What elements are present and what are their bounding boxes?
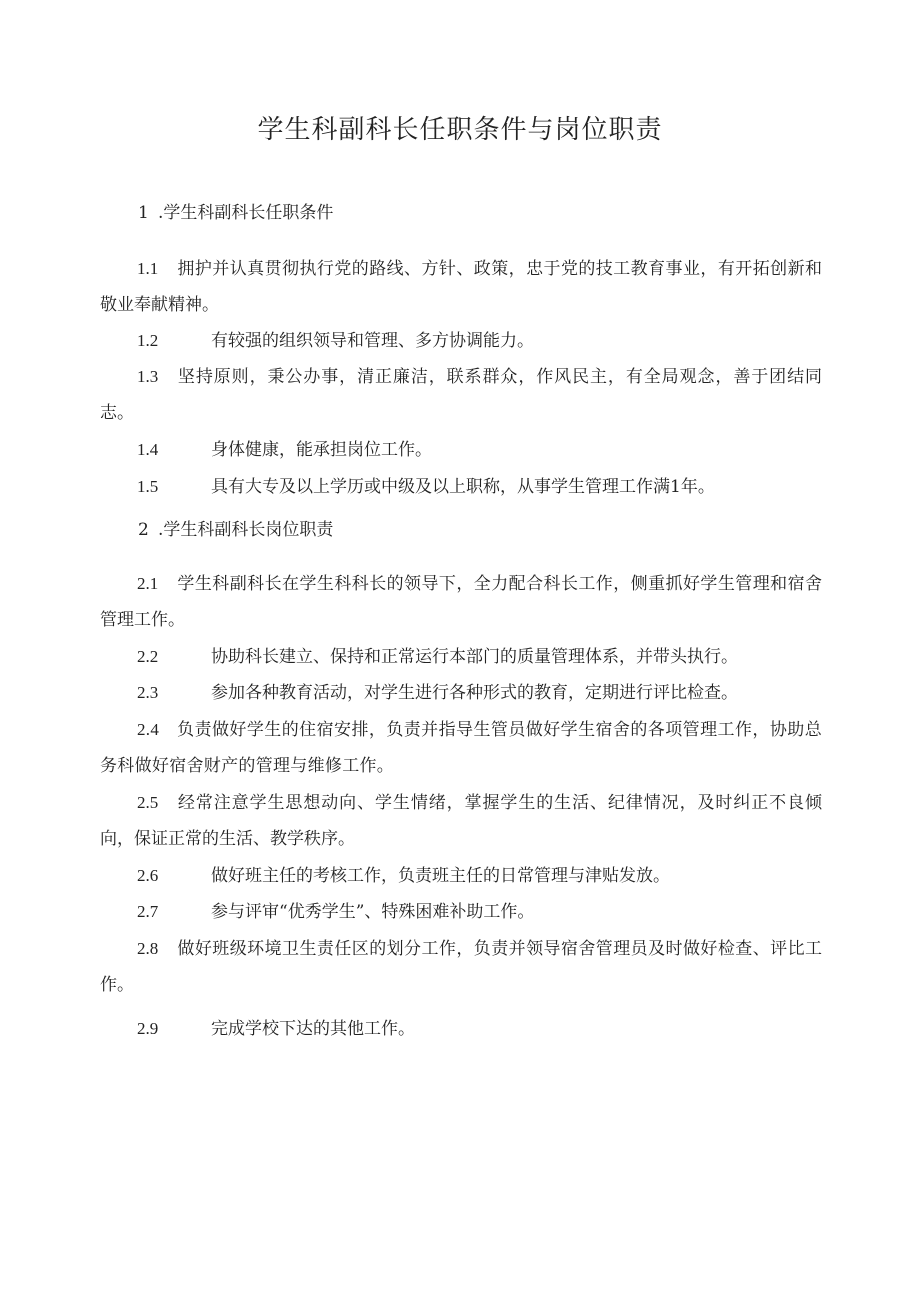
item-text: 参加各种教育活动，对学生进行各种形式的教育，定期进行评比检查。: [211, 683, 738, 703]
item-text: 坚持原则，秉公办事，清正廉洁，联系群众，作风民主，有全局观念，善于团结同志。: [100, 367, 822, 423]
item-number: 2.2: [137, 647, 159, 666]
item-text: 完成学校下达的其他工作。: [211, 1019, 415, 1039]
section-heading-text: .学生科副科长岗位职责: [158, 520, 334, 540]
list-item-1-2: [100, 323, 822, 359]
section-number: 2: [138, 520, 149, 540]
section-heading-2: [138, 518, 333, 542]
item-text: 负责做好学生的住宿安排，负责并指导生管员做好学生宿舍的各项管理工作，协助总务科做好宿舍财产的管理与维修工作。: [100, 720, 822, 776]
item-number: 1.5: [137, 477, 159, 496]
list-item-1-4: [100, 432, 822, 468]
section-heading-1: [138, 201, 333, 225]
item-number: 2.3: [137, 683, 159, 702]
item-number: 1.3: [137, 367, 159, 386]
item-number: 1.4: [137, 440, 159, 459]
document-title: 学生科副科长任职条件与岗位职责: [257, 115, 663, 145]
item-text: 做好班主任的考核工作，负责班主任的日常管理与津贴发放。: [211, 866, 670, 886]
item-number: 2.4: [137, 720, 160, 739]
item-number: 1.1: [137, 259, 159, 278]
item-number: 2.7: [137, 902, 159, 921]
list-item-2-7: [100, 894, 822, 930]
item-number: 2.8: [137, 939, 159, 958]
list-item-1-5: [100, 469, 822, 505]
item-number: 2.1: [137, 574, 159, 593]
item-text: 做好班级环境卫生责任区的划分工作，负责并领导宿舍管理员及时做好检查、评比工作。: [100, 939, 822, 995]
list-item-2-1: [100, 566, 822, 638]
item-text: 有较强的组织领导和管理、多方协调能力。: [211, 331, 534, 351]
list-item-2-8: [100, 931, 822, 1003]
list-item-1-1: [100, 251, 822, 323]
item-text: 经常注意学生思想动向、学生情绪，掌握学生的生活、纪律情况，及时纠正不良倾向，保证正常的生活、教学秩序。: [100, 793, 822, 849]
item-text: 具有大专及以上学历或中级及以上职称，从事学生管理工作满1年。: [211, 477, 715, 497]
list-item-2-2: [100, 639, 822, 675]
list-item-2-9: [100, 1011, 822, 1047]
item-number: 2.5: [137, 793, 159, 812]
item-number: 2.9: [137, 1019, 159, 1038]
item-number: 1.2: [137, 331, 159, 350]
item-text: 参与评审“优秀学生”、特殊困难补助工作。: [211, 902, 535, 922]
item-text: 身体健康，能承担岗位工作。: [211, 440, 432, 460]
list-item-1-3: [100, 359, 822, 431]
item-number: 2.6: [137, 866, 159, 885]
section-heading-text: .学生科副科长任职条件: [158, 203, 334, 223]
list-item-2-4: [100, 712, 822, 784]
item-text: 协助科长建立、保持和正常运行本部门的质量管理体系，并带头执行。: [211, 647, 738, 667]
section-number: 1: [138, 203, 149, 223]
list-item-2-3: [100, 675, 822, 711]
list-item-2-6: [100, 858, 822, 894]
item-text: 学生科副科长在学生科科长的领导下，全力配合科长工作，侧重抓好学生管理和宿舍管理工作。: [100, 574, 822, 630]
list-item-2-5: [100, 785, 822, 857]
item-text: 拥护并认真贯彻执行党的路线、方针、政策，忠于党的技工教育事业，有开拓创新和敬业奉献精神。: [100, 259, 822, 315]
